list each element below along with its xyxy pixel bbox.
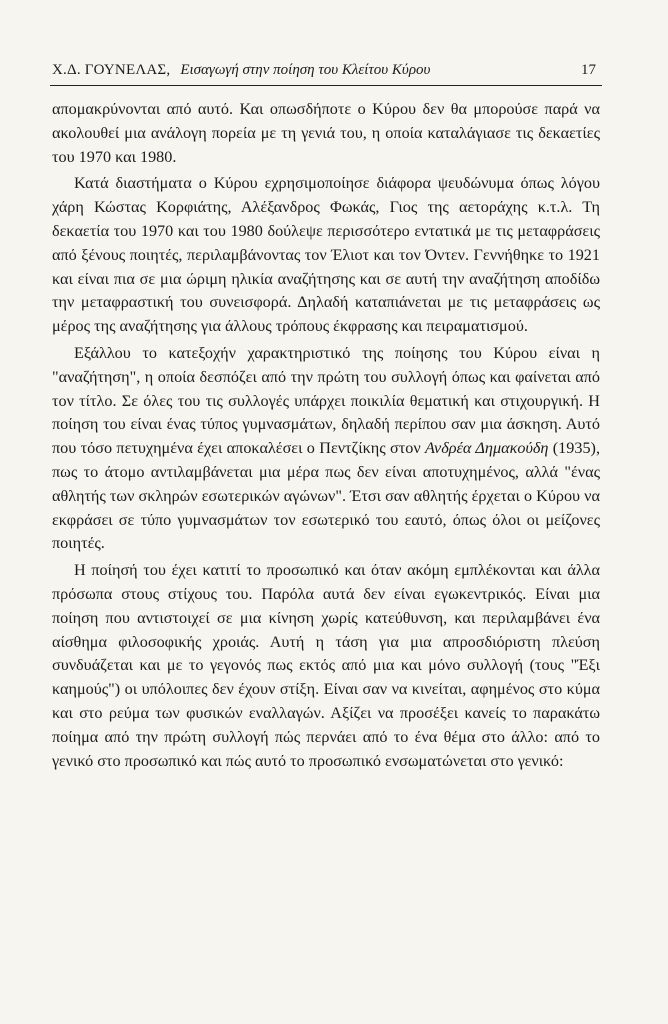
body-text: [52, 98, 600, 776]
paragraph-3-text-b: (1935), πως το άτομο αντιλαμβάνεται μια μέρα πως δεν είναι αποτυχημένος, αλλά "ένας αθλητής των σκληρών εσωτερικών αγώνων". Έτσι σαν αθλητής έρχεται ο Κύρου να εκφράσει σε τύπο γυμνασμάτων τον εσωτερικό του εαυτό, όπως όλοι οι μείζονες ποιητές.: [52, 439, 600, 553]
paragraph-4: Η ποίησή του έχει κατιτί το προσωπικό και όταν ακόμη εμπλέκονται και άλλα πρόσωπα στους στίχους του. Παρόλα αυτά δεν είναι εγωκεντρικός. Είναι μια ποίηση που αντιστοιχεί σε μια κίνηση χωρίς κατεύθυνση, και περιλαμβάνει ένα αίσθημα φιλοσοφικής χροιάς. Αυτή η τάση για μια απροσδιόριστη πλεύση συνδυάζεται και με το γεγονός πως εκτός από μια και μόνο συλλογή (τους "Έξι καημούς") οι υπόλοιπες δεν έχουν στίξη. Είναι σαν να κινείται, αφημένος στο κύμα και στο ρεύμα των φυσικών εναλλαγών. Αξίζει να προσέξει κανείς το παρακάτω ποίημα από την πρώτη συλλογή πώς περνάει από το ένα θέμα στο άλλο: από το γενικό στο προσωπικό και πώς αυτό το προσωπικό ενσωματώνεται στο γενικό:: [52, 561, 600, 770]
header-author: Χ.Δ. ΓΟΥΝΕΛΑΣ,: [52, 62, 171, 78]
running-head: [52, 60, 600, 80]
page-number: 17: [581, 62, 596, 78]
header-rule: [50, 85, 602, 86]
italic-book-title: Ανδρέα Δημακούδη: [425, 439, 549, 458]
paragraph-3-text-a: Εξάλλου το κατεξοχήν χαρακτηριστικό της ποίησης του Κύρου είναι η "αναζήτηση", η οποία δεσπόζει από την πρώτη του συλλογή όπως και φαίνεται από τον τίτλο. Σε όλες του τις συλλογές υπάρχει ποικιλία θεματική και στιχουργική. Η ποίηση του είναι ένας τύπος γυμνασμάτων, δηλαδή περίπου σαν μια άσκηση. Αυτό που τόσο πετυχημένα έχει αποκαλέσει ο Πεντζίκης στον: [52, 343, 600, 458]
paragraph-2: Κατά διαστήματα ο Κύρου εχρησιμοποίησε διάφορα ψευδώνυμα όπως λόγου χάρη Κώστας Κορφιάτης, Αλέξανδρος Φωκάς, Γιος της αετοράχης κ.τ.λ. Τη δεκαετία του 1970 και του 1980 δούλεψε περισσότερο εντατικά με τις μεταφράσεις από ξένους ποιητές, περιλαμβάνοντας τον Έλιοτ και τον Όντεν. Γεννήθηκε το 1921 και είναι πια σε μια ώριμη ηλικία αναζήτησης και σε αυτή την αναζήτηση αποδίδω την μεταφραστική του συνεισφορά. Δηλαδή καταπιάνεται με τις μεταφράσεις ως μέρος της αναζήτησης για άλλους τρόπους έκφρασης και πειραματισμού.: [52, 174, 600, 336]
paragraph-3: [52, 342, 600, 556]
header-book-title: Εισαγωγή στην ποίηση του Κλείτου Κύρου: [180, 62, 431, 78]
paragraph-1: απομακρύνονται από αυτό. Και οπωσδήποτε ο Κύρου δεν θα μπορούσε παρά να ακολουθεί μια ανάλογη πορεία με τη γενιά του, η οποία καταλάγιασε τις δεκαετίες του 1970 και 1980.: [52, 100, 600, 166]
